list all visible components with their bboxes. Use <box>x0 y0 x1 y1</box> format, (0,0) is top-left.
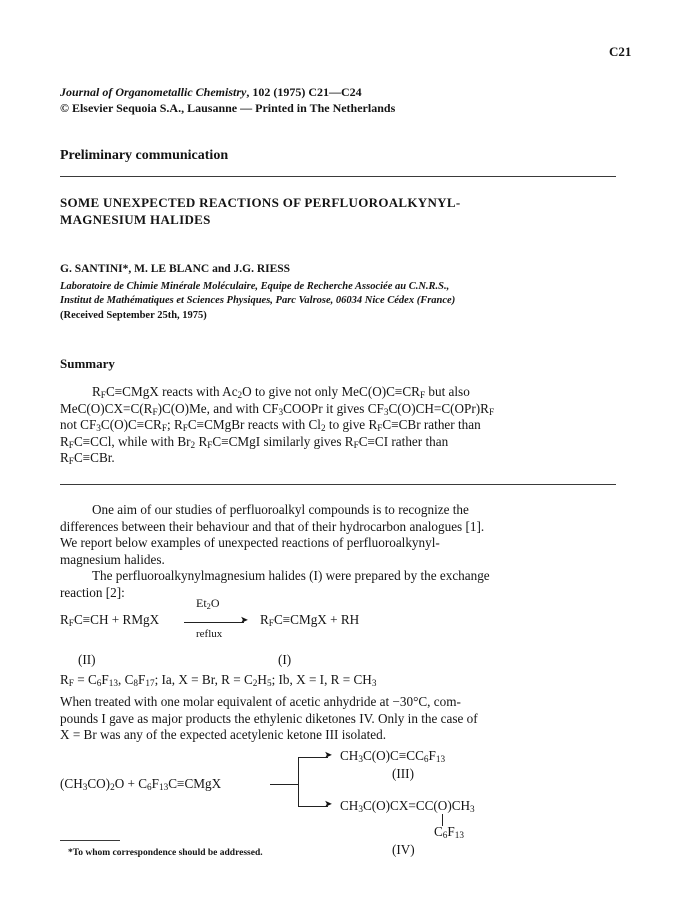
product-IV-substituent: $C_6F_{13}$ <box>434 824 464 840</box>
journal-header <box>60 84 395 116</box>
affiliation <box>60 280 455 308</box>
title-line-1: SOME UNEXPECTED REACTIONS OF PERFLUOROALKYNYL- <box>60 195 461 210</box>
body-line-6: reaction [2]: <box>60 584 125 600</box>
equation-1-left: $R_FC\equiv CH$ + RMgX <box>60 612 160 628</box>
summary-heading: Summary <box>60 356 115 371</box>
arrow-head-icon: ➤ <box>240 615 249 626</box>
summary-text <box>60 384 620 467</box>
equation-1-right: $R_FC\equiv CMgX$ + RH <box>260 612 360 628</box>
equation-1-condition: reflux <box>196 628 223 640</box>
journal-copyright: © Elsevier Sequoia S.A., Lausanne — Printed in The Netherlands <box>60 101 396 115</box>
authors: G. SANTINI*, M. LE BLANC and J.G. RIESS <box>60 263 291 275</box>
title-line-2: MAGNESIUM HALIDES <box>60 212 211 227</box>
equation-2-left: $(CH_3CO)_2O$ + $C_6F_{13}C\equiv CMgX$ <box>60 776 222 792</box>
label-IV: (IV) <box>392 842 415 857</box>
body-line-4: magnesium halides. <box>60 551 165 567</box>
arrow-head-icon: ➤ <box>324 799 333 810</box>
summary-line-2: $MeC(O)CX=C(R_F)C(O)Me$, and with $CF_3COOPr$ it gives $CF_3C(O)CH=C(OPr)R_F$ <box>60 400 495 417</box>
body-line-8: pounds I gave as major products the ethylenic diketones IV. Only in the case of <box>60 710 478 726</box>
label-I: (I) <box>278 652 292 667</box>
affiliation-line-2: Institut de Mathématiques et Sciences Physiques, Parc Valrose, 06034 Nice Cédex (France) <box>60 295 456 306</box>
body-line-7: When treated with one molar equivalent of acetic anhydride at −30°C, com- <box>60 694 461 709</box>
summary-line-5: $R_FC\equiv CBr$. <box>60 450 115 466</box>
equation-1-arrow <box>184 622 244 623</box>
equation-1-reagent: $Et_2O$ <box>196 596 220 611</box>
section-label: Preliminary communication <box>60 148 229 163</box>
summary-line-1: $R_FC\equiv CMgX$ reacts with $Ac_2O$ to give not only $MeC(O)C\equiv CR_F$ but also <box>92 384 470 400</box>
journal-name: Journal of Organometallic Chemistry <box>60 85 247 99</box>
product-III: $CH_3C(O)C\equiv CC_6F_{13}$ <box>340 748 446 764</box>
branch-stem <box>270 784 298 785</box>
body-line-9: X = Br was any of the expected acetylenic ketone III isolated. <box>60 727 387 742</box>
page-number: C21 <box>609 44 632 59</box>
body-line-3: We report below examples of unexpected reactions of perfluoroalkynyl- <box>60 535 440 550</box>
footnote: *To whom correspondence should be addressed. <box>68 848 263 858</box>
body-line-2: differences between their behaviour and that of their hydrocarbon analogues [1]. <box>60 518 485 534</box>
body-paragraphs <box>60 502 620 601</box>
body-line-5: The perfluoroalkynylmagnesium halides (I) were prepared by the exchange <box>92 568 490 583</box>
substituent-definitions: $R_F = C_6F_{13}$, $C_8F_{17}$; Ia, X = Br, $R = C_2H_5$; Ib, X = I, $R = CH_3$ <box>60 672 377 688</box>
summary-line-4: $R_FC\equiv CCl$, while with $Br_2$ $R_FC\equiv CMgI$ similarly gives $R_FC\equiv CI$ rather than <box>60 433 449 450</box>
summary-rule <box>60 484 616 485</box>
product-IV: $CH_3C(O)CX=CC(O)CH_3$ <box>340 798 475 814</box>
journal-citation: , 102 (1975) C21—C24 <box>246 85 362 99</box>
received-date: (Received September 25th, 1975) <box>60 310 207 321</box>
arrow-head-icon: ➤ <box>324 750 333 761</box>
top-rule <box>60 176 616 177</box>
label-II: (II) <box>78 652 96 667</box>
affiliation-line-1: Laboratoire de Chimie Minérale Moléculaire, Equipe de Recherche Associée au C.N.R.S., <box>60 281 450 292</box>
body-paragraph-3 <box>60 694 620 744</box>
summary-line-3: not $CF_3C(O)C\equiv CR_F$; $R_FC\equiv CMgBr$ reacts with $Cl_2$ to give $R_FC\equiv CBr$ rather than <box>60 417 481 433</box>
label-III: (III) <box>392 766 414 781</box>
body-line-1: One aim of our studies of perfluoroalkyl compounds is to recognize the <box>92 502 469 517</box>
branch-vertical <box>298 757 299 807</box>
article-title <box>60 194 600 228</box>
footnote-rule <box>60 840 120 841</box>
